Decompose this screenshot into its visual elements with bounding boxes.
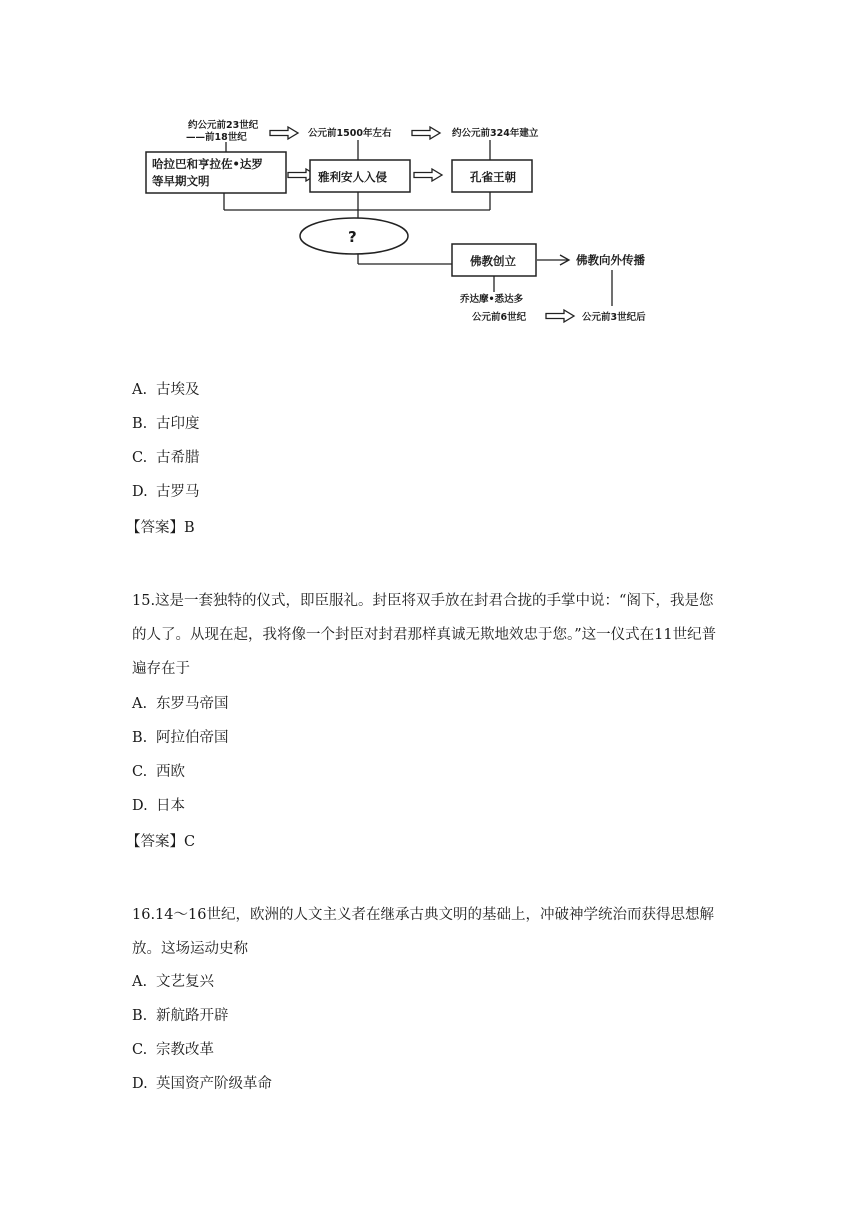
q16-stem: 16.14～16世纪，欧洲的人文主义者在继承古典文明的基础上，冲破神学统治而获得思想解放。这场运动史称 [132, 907, 714, 957]
option-text: 东罗马帝国 [156, 696, 229, 712]
date-maurya: 约公元前324年建立 [452, 128, 539, 139]
option-letter: D. [132, 484, 148, 500]
option-text: 文艺复兴 [156, 974, 214, 990]
option-letter: C. [132, 450, 148, 466]
q14-option-a [132, 380, 200, 400]
founder-name: 乔达摩•悉达多 [460, 294, 524, 305]
q15-stem: 15.这是一套独特的仪式，即臣服礼。封臣将双手放在封君合拢的手掌中说：“阁下，我是您的人了。从现在起，我将像一个封臣对封君那样真诚无欺地效忠于您。”这一仪式在11世纪普遍存在于 [132, 593, 717, 677]
option-text: 古印度 [156, 416, 200, 432]
box-buddhism-label: 佛教创立 [470, 254, 516, 268]
option-letter: D. [132, 798, 148, 814]
option-letter: B. [132, 730, 148, 746]
option-letter: D. [132, 1076, 148, 1092]
q14-option-c [132, 448, 200, 468]
q16-option-b [132, 1006, 229, 1026]
q16-option-a [132, 972, 214, 992]
option-text: 古罗马 [156, 484, 200, 500]
q16-option-d [132, 1074, 272, 1094]
q15-option-d [132, 796, 185, 816]
arrow-date-2 [412, 127, 440, 139]
q16-option-c [132, 1040, 214, 1060]
option-letter: A. [132, 382, 148, 398]
arrow-box-2 [414, 169, 442, 181]
q15-option-a [132, 694, 229, 714]
box-harappa-line2: 等早期文明 [152, 174, 210, 188]
q15-option-b [132, 728, 229, 748]
option-text: 宗教改革 [156, 1042, 214, 1058]
option-letter: A. [132, 974, 148, 990]
date-harappa-line2: ——前18世纪 [186, 132, 247, 143]
q14-option-d [132, 482, 200, 502]
q14-answer: 【答案】B [126, 520, 195, 536]
option-text: 古埃及 [156, 382, 200, 398]
spread-label: 佛教向外传播 [576, 253, 645, 267]
q15-option-c [132, 762, 185, 782]
option-text: 阿拉伯帝国 [156, 730, 229, 746]
question-mark: ? [348, 228, 357, 246]
option-text: 英国资产阶级革命 [156, 1076, 272, 1092]
option-text: 日本 [156, 798, 185, 814]
option-text: 西欧 [156, 764, 185, 780]
option-letter: B. [132, 1008, 148, 1024]
box-maurya-label: 孔雀王朝 [470, 170, 516, 184]
q14-option-b [132, 414, 200, 434]
date-harappa-line1: 约公元前23世纪 [188, 120, 259, 131]
option-letter: A. [132, 696, 148, 712]
india-history-flow-diagram [0, 0, 865, 340]
option-letter: C. [132, 1042, 148, 1058]
box-aryan-label: 雅利安人入侵 [318, 170, 387, 184]
buddha-time: 公元前6世纪 [472, 312, 527, 323]
box-harappa-line1: 哈拉巴和亨拉佐•达罗 [152, 157, 263, 171]
option-letter: B. [132, 416, 148, 432]
date-aryan: 公元前1500年左右 [308, 128, 392, 139]
spread-time: 公元前3世纪后 [582, 312, 646, 323]
option-letter: C. [132, 764, 148, 780]
arrow-date-1 [270, 127, 298, 139]
option-text: 新航路开辟 [156, 1008, 229, 1024]
q15-answer: 【答案】C [126, 834, 196, 850]
arrow-time [546, 310, 574, 322]
option-text: 古希腊 [156, 450, 200, 466]
